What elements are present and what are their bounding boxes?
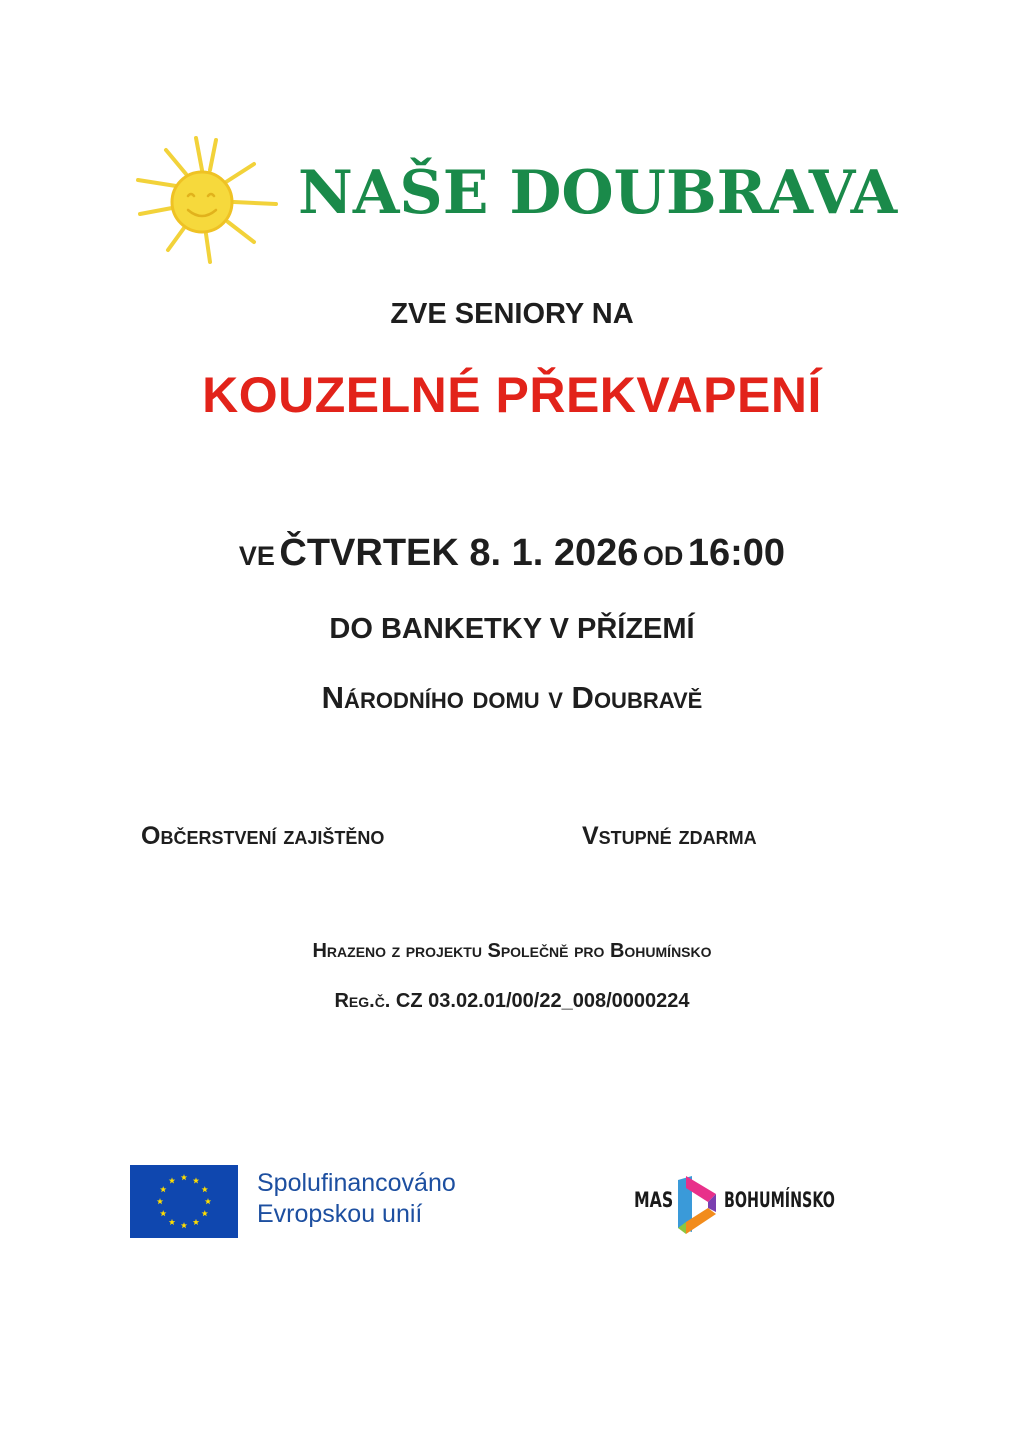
date-prefix: VE: [238, 541, 275, 571]
mas-label: MAS: [634, 1188, 674, 1212]
event-title: KOUZELNÉ PŘEKVAPENÍ: [202, 367, 822, 423]
eu-star-icon: [202, 1186, 208, 1192]
venue-line-2: Národního domu v Doubravě: [321, 680, 703, 715]
eu-star-icon: [181, 1174, 187, 1180]
eu-cofunding-text: [257, 1168, 456, 1230]
eu-text-line-1: Spolufinancováno: [257, 1169, 456, 1197]
eu-stars-icon: [130, 1165, 238, 1238]
event-time: 16:00: [687, 532, 786, 574]
eu-text-line-2: Evropskou unií: [257, 1200, 423, 1228]
refreshments-info: Občerstvení zajištěno: [141, 822, 385, 850]
header-logo: [130, 130, 898, 270]
eu-star-icon: [157, 1198, 163, 1204]
eu-star-icon: [169, 1177, 175, 1183]
eu-star-icon: [181, 1222, 187, 1228]
brand-name: NAŠE DOUBRAVA: [298, 158, 898, 228]
region-label: BOHUMÍNSKO: [724, 1188, 835, 1212]
eu-cofunding-logo: [130, 1165, 490, 1239]
eu-star-icon: [202, 1210, 208, 1216]
eu-star-icon: [160, 1210, 166, 1216]
date-time-line: [0, 532, 1024, 575]
eu-star-icon: [169, 1219, 175, 1225]
eu-star-icon: [160, 1186, 166, 1192]
mas-bohuminsko-logo: [634, 1172, 834, 1242]
invitation-intro: ZVE SENIORY NA: [390, 298, 634, 330]
entry-info: Vstupné zdarma: [582, 822, 757, 850]
eu-star-icon: [193, 1219, 199, 1225]
eu-star-icon: [205, 1198, 211, 1204]
eu-flag-icon: [130, 1165, 238, 1238]
registration-number: Reg.č. CZ 03.02.01/00/22_008/0000224: [334, 990, 690, 1012]
time-prefix: OD: [642, 541, 684, 571]
venue-line-1: DO BANKETKY V PŘÍZEMÍ: [329, 613, 695, 645]
mas-play-icon: [672, 1172, 722, 1238]
eu-star-icon: [193, 1177, 199, 1183]
sun-icon: [130, 130, 280, 270]
funding-project: Hrazeno z projektu Společně pro Bohumínsko: [312, 940, 712, 962]
event-date: ČTVRTEK 8. 1. 2026: [279, 532, 639, 574]
